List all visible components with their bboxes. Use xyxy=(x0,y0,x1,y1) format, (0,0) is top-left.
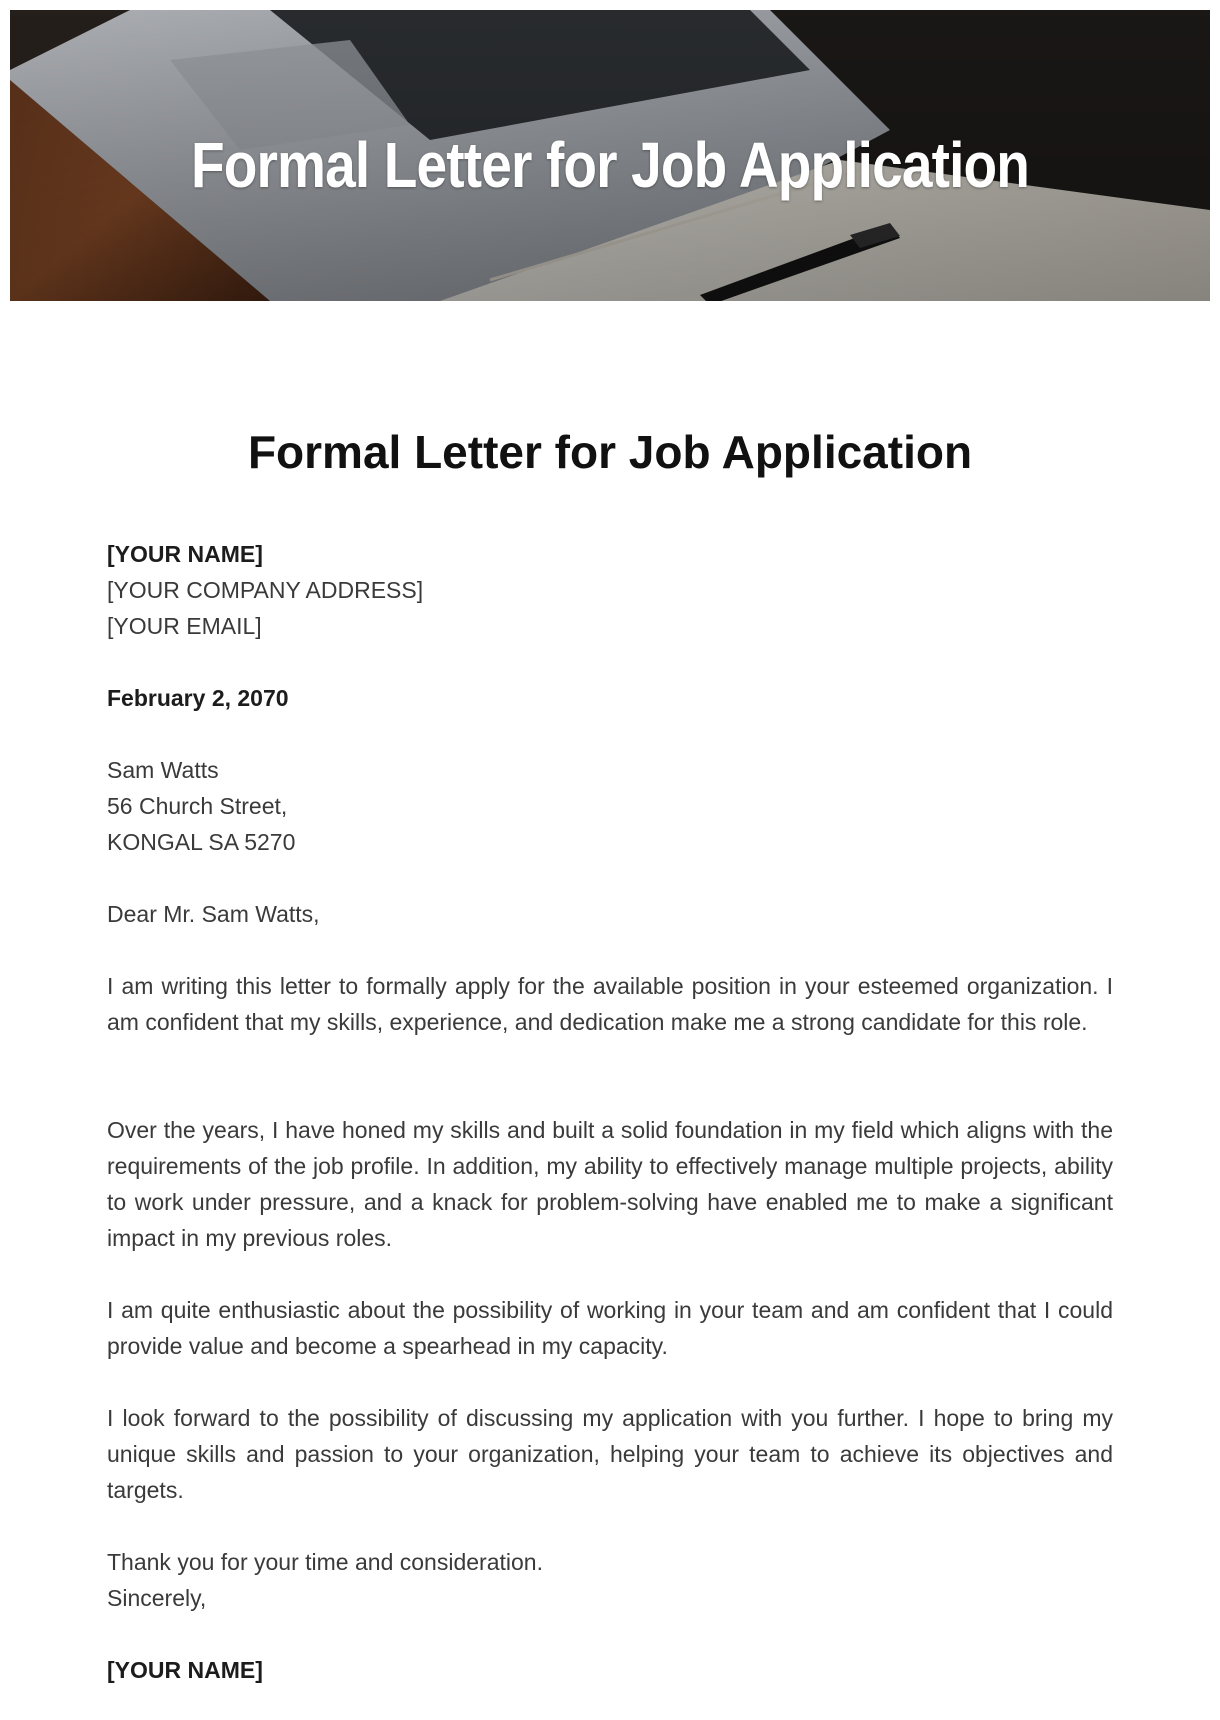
header-banner xyxy=(10,10,1210,301)
closing-thanks: Thank you for your time and consideration. xyxy=(107,1549,543,1575)
recipient-city: KONGAL SA 5270 xyxy=(107,829,296,855)
sender-email: [YOUR EMAIL] xyxy=(107,613,262,639)
letter-date: February 2, 2070 xyxy=(107,685,289,711)
paragraph-2: Over the years, I have honed my skills and built a solid foundation in my field which aligns with the requirements of the job profile. In addition, my ability to effectively manage multiple projects, ability to work under pressure, and a knack for problem-solving have enabled me to make a significant impact in my previous roles. xyxy=(107,1117,1113,1251)
signature-block xyxy=(107,1652,1113,1688)
sender-name: [YOUR NAME] xyxy=(107,541,263,567)
banner-title: Formal Letter for Job Application xyxy=(190,129,1030,201)
recipient-block xyxy=(107,752,1113,860)
document-title: Formal Letter for Job Application xyxy=(247,426,973,478)
signature-name: [YOUR NAME] xyxy=(107,1657,263,1683)
paragraph-3: I am quite enthusiastic about the possibility of working in your team and am confident that I could provide value and become a spearhead in my capacity. xyxy=(107,1297,1113,1359)
salutation-block xyxy=(107,896,1113,932)
salutation: Dear Mr. Sam Watts, xyxy=(107,901,320,927)
sender-block xyxy=(107,536,1113,644)
sender-address: [YOUR COMPANY ADDRESS] xyxy=(107,577,424,603)
recipient-name: Sam Watts xyxy=(107,757,219,783)
closing-signoff: Sincerely, xyxy=(107,1585,207,1611)
paragraph-1: I am writing this letter to formally apply for the available position in your esteemed organization. I am confident that my skills, experience, and dedication make me a strong candidate for this role. xyxy=(107,973,1113,1035)
closing-block xyxy=(107,1544,1113,1616)
date-block xyxy=(107,680,1113,716)
recipient-street: 56 Church Street, xyxy=(107,793,288,819)
paragraph-4: I look forward to the possibility of discussing my application with you further. I hope to bring my unique skills and passion to your organization, helping your team to achieve its objectives and targets. xyxy=(107,1405,1113,1503)
